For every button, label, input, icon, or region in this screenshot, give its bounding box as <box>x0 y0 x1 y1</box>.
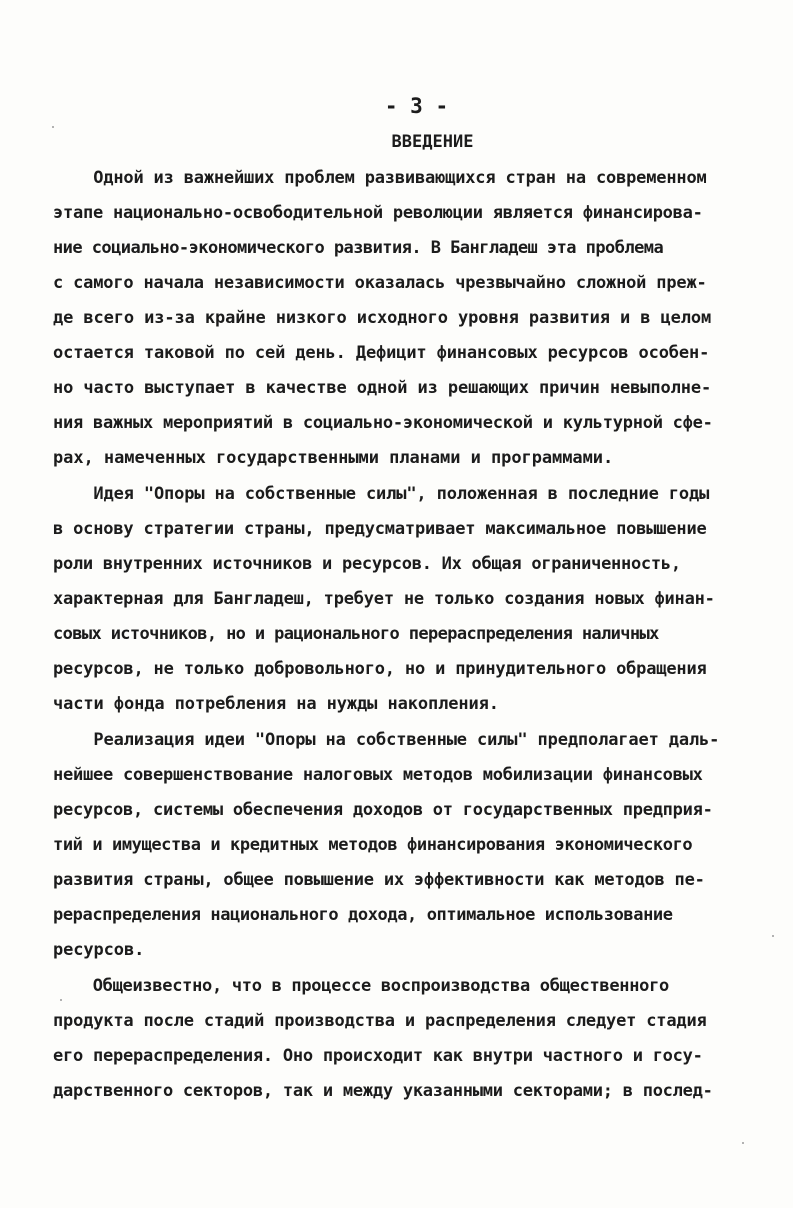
text-line: этапе национально-освободительной революции является финансирова- <box>53 203 703 223</box>
text-line: ресурсов, не только добровольного, но и принудительного обращения <box>53 659 707 679</box>
text-line: Реализация идеи "Опоры на собственные силы" предполагает даль- <box>53 730 720 750</box>
text-line: Общеизвестно, что в процессе воспроизводства общественного <box>53 976 669 996</box>
text-line: ресурсов. <box>53 940 145 960</box>
text-line: рераспределения национального дохода, оптимальное использование <box>53 905 673 925</box>
text-line: тий и имущества и кредитных методов финансирования экономического <box>53 835 693 855</box>
text-line: его перераспределения. Оно происходит как внутри частного и госу- <box>53 1046 703 1066</box>
text-line: остается таковой по сей день. Дефицит финансовых ресурсов особен- <box>53 343 710 363</box>
text-line: продукта после стадий производства и распределения следует стадия <box>53 1011 707 1031</box>
text-line: развития страны, общее повышение их эффективности как методов пе- <box>53 870 705 890</box>
text-line: части фонда потребления на нужды накопления. <box>53 694 499 714</box>
text-line: де всего из-за крайне низкого исходного уровня развития и в целом <box>53 308 712 328</box>
text-line: ния важных мероприятий в социально-экономической и культурной сфе- <box>53 413 713 433</box>
text-line: в основу стратегии страны, предусматривает максимальное повышение <box>53 519 707 539</box>
text-line: ресурсов, системы обеспечения доходов от государственных предприя- <box>53 800 713 820</box>
scan-speck <box>52 126 54 128</box>
text-line: характерная для Бангладеш, требует не только создания новых финан- <box>53 589 715 609</box>
text-line: нейшее совершенствование налоговых методов мобилизации финансовых <box>53 765 703 785</box>
text-line: Одной из важнейших проблем развивающихся стран на современном <box>53 168 707 188</box>
text-line: дарственного секторов, так и между указанными секторами; в послед- <box>53 1081 713 1101</box>
text-line: но часто выступает в качестве одной из решающих причин невыполне- <box>53 378 712 398</box>
text-line: совых источников, но и рационального перераспределения наличных <box>53 624 659 644</box>
scan-speck <box>60 999 62 1001</box>
page-number: - 3 - <box>384 94 449 118</box>
scan-speck <box>772 935 774 937</box>
text-line: Идея "Опоры на собственные силы", положенная в последние годы <box>53 484 710 504</box>
text-line: роли внутренних источников и ресурсов. Их общая ограниченность, <box>53 554 681 574</box>
section-heading: ВВЕДЕНИЕ <box>391 132 474 152</box>
text-line: с самого начала независимости оказалась чрезвычайно сложной преж- <box>53 273 707 293</box>
text-line: рах, намеченных государственными планами и программами. <box>53 448 614 468</box>
scan-speck <box>742 1142 744 1144</box>
text-line: ние социально-экономического развития. В Бангладеш эта проблема <box>53 238 664 258</box>
